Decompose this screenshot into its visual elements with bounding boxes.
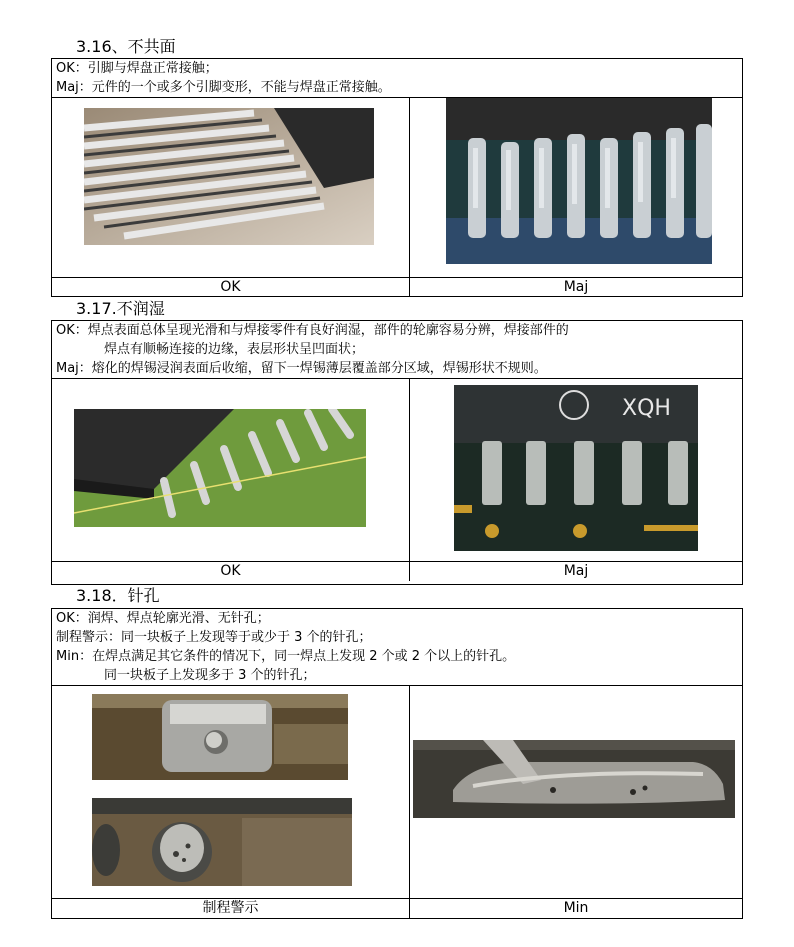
label-ok: OK bbox=[52, 278, 410, 297]
photo-pinhole-warning-1 bbox=[92, 694, 348, 780]
label-row-3-16 bbox=[52, 277, 742, 297]
photo-cell-ok bbox=[52, 379, 410, 561]
table-3-16 bbox=[51, 58, 743, 297]
label-maj: Maj bbox=[563, 563, 589, 579]
min-criteria-cont: 同一块板子上发现多于 3 个的针孔； bbox=[104, 668, 316, 683]
photo-wetting-maj bbox=[454, 385, 698, 551]
label-maj: Maj bbox=[563, 279, 589, 295]
table-3-17 bbox=[51, 320, 743, 585]
photo-cell-ok bbox=[52, 98, 410, 277]
ok-criteria: OK：润焊、焊点轮廓光滑、无针孔； bbox=[56, 611, 270, 626]
chip-marking: XQH bbox=[622, 396, 671, 421]
description-3-18 bbox=[52, 609, 742, 686]
label-warning: 制程警示 bbox=[52, 899, 410, 918]
table-3-18 bbox=[51, 608, 743, 919]
photo-cell-maj bbox=[410, 98, 742, 277]
warning-criteria: 制程警示：同一块板子上发现等于或少于 3 个的针孔； bbox=[56, 630, 372, 645]
label-min: Min bbox=[563, 900, 589, 916]
description-3-16 bbox=[52, 59, 742, 98]
photo-pinhole-min bbox=[413, 740, 735, 818]
label-ok: OK bbox=[52, 562, 410, 581]
photo-wetting-ok bbox=[74, 409, 366, 527]
photo-pinhole-warning-2 bbox=[92, 798, 352, 886]
label-row-3-18 bbox=[52, 898, 742, 918]
maj-criteria: Maj：元件的一个或多个引脚变形，不能与焊盘正常接触。 bbox=[56, 80, 391, 95]
section-title-3-16: 3.16、不共面 bbox=[76, 37, 176, 56]
label-row-3-17 bbox=[52, 561, 742, 581]
section-title-3-18: 3.18．针孔 bbox=[76, 586, 160, 605]
ok-criteria-cont: 焊点有顺畅连接的边缘，表层形状呈凹面状； bbox=[104, 342, 365, 357]
photo-cell-maj bbox=[410, 379, 742, 561]
photo-cell-min bbox=[410, 686, 742, 898]
ok-criteria: OK：引脚与焊盘正常接触； bbox=[56, 61, 218, 76]
photo-cell-warning bbox=[52, 686, 410, 898]
maj-criteria: Maj：熔化的焊锡浸润表面后收缩，留下一焊锡薄层覆盖部分区域，焊锡形状不规则。 bbox=[56, 361, 547, 376]
min-criteria: Min：在焊点满足其它条件的情况下，同一焊点上发现 2 个或 2 个以上的针孔。 bbox=[56, 649, 516, 664]
photo-coplanar-ok bbox=[84, 108, 374, 245]
photo-coplanar-maj bbox=[446, 98, 712, 264]
ok-criteria: OK：焊点表面总体呈现光滑和与焊接零件有良好润湿，部件的轮廓容易分辨，焊接部件的 bbox=[56, 323, 569, 338]
section-title-3-17: 3.17.不润湿 bbox=[76, 299, 165, 318]
description-3-17 bbox=[52, 321, 742, 379]
